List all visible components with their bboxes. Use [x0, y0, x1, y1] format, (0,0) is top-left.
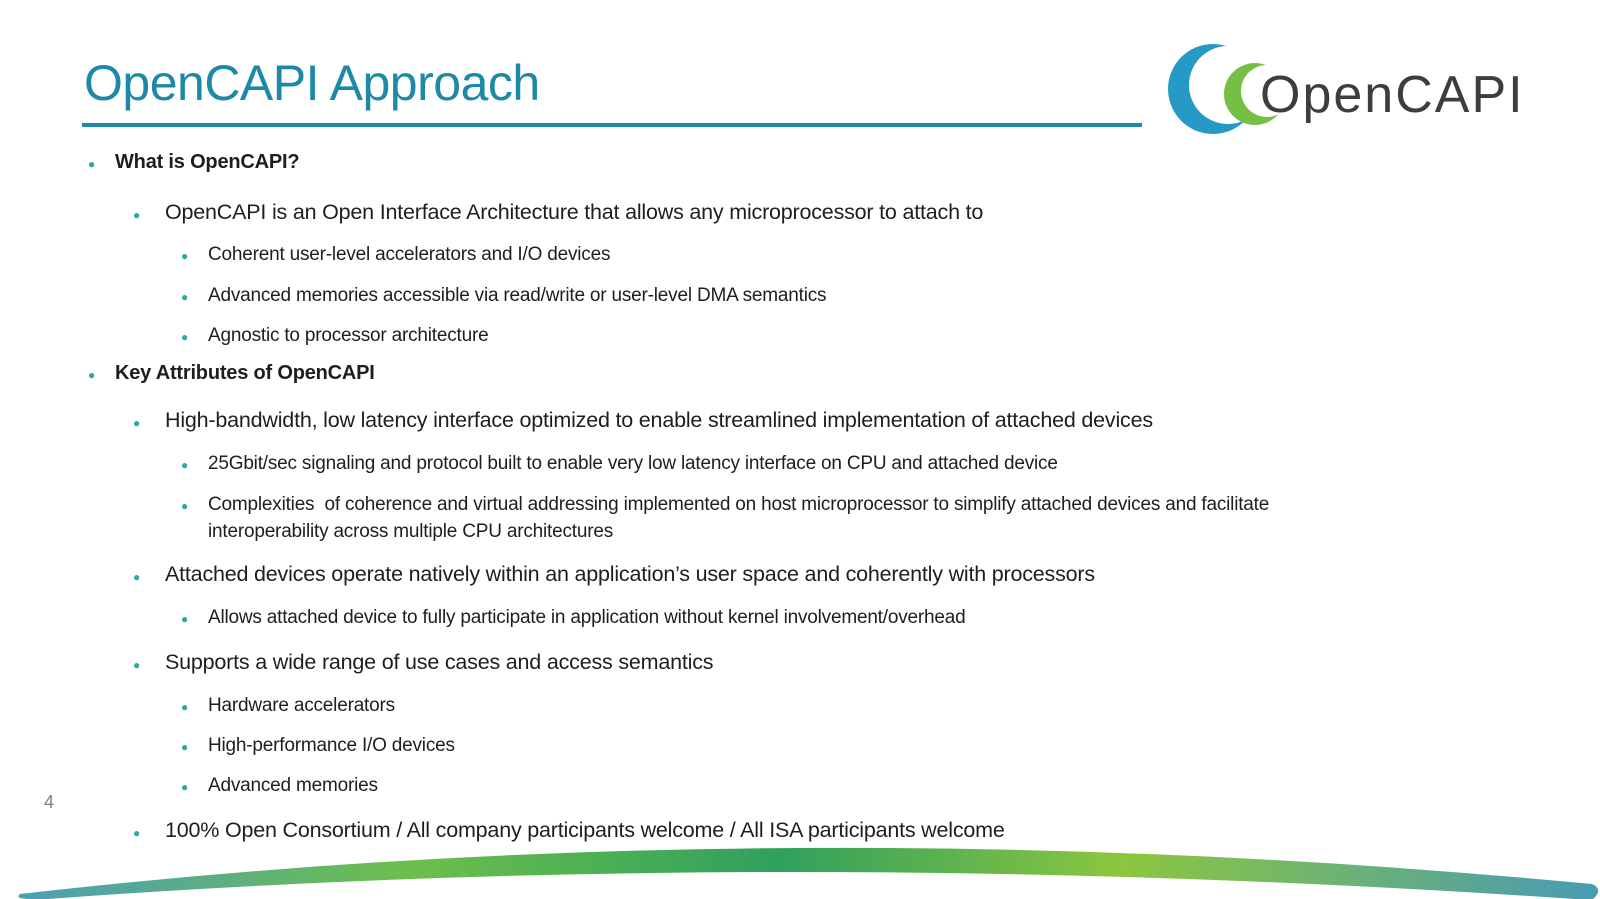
bullet-list [82, 148, 1522, 848]
list-item-text: 100% Open Consortium / All company participants welcome / All ISA participants welcome [165, 818, 1005, 842]
slide-title: OpenCAPI Approach [84, 55, 540, 111]
list-item-text: High-performance I/O devices [208, 735, 455, 756]
list-item [82, 647, 1522, 680]
list-item-text: Key Attributes of OpenCAPI [115, 362, 375, 384]
list-item-text: Coherent user-level accelerators and I/O devices [208, 244, 611, 265]
bullet-icon: ● [181, 780, 189, 794]
bullet-icon: ● [181, 458, 189, 472]
opencapi-logo [1156, 36, 1528, 144]
list-item-text: Complexities of coherence and virtual addressing implemented on host microprocessor to simplify attached devices and facilitate interoperability across multiple CPU architectures [208, 494, 1275, 542]
list-item-text: Advanced memories accessible via read/write or user-level DMA semantics [208, 285, 827, 306]
bullet-icon: ● [133, 570, 141, 584]
list-item-text: Supports a wide range of use cases and access semantics [165, 650, 714, 674]
bullet-icon: ● [133, 658, 141, 672]
list-item-text: Attached devices operate natively within an application’s user space and coherently with processors [165, 562, 1095, 586]
list-item-text: High-bandwidth, low latency interface optimized to enable streamlined implementation of attached devices [165, 408, 1153, 432]
list-item-text: Agnostic to processor architecture [208, 325, 489, 346]
list-item-text: 25Gbit/sec signaling and protocol built to enable very low latency interface on CPU and attached device [208, 453, 1058, 474]
list-item-text: Allows attached device to fully participate in application without kernel involvement/overhead [208, 607, 966, 628]
bullet-icon: ● [181, 499, 189, 513]
bullet-icon: ● [133, 826, 141, 840]
bullet-icon: ● [181, 249, 189, 263]
list-item-text: What is OpenCAPI? [115, 151, 300, 173]
bottom-swoosh [0, 829, 1600, 899]
list-item [82, 604, 1522, 633]
bullet-icon: ● [88, 368, 96, 382]
list-item-text: OpenCAPI is an Open Interface Architecture that allows any microprocessor to attach to [165, 200, 984, 224]
list-item [82, 282, 1522, 311]
bullet-icon: ● [88, 157, 96, 171]
list-item-text: Hardware accelerators [208, 695, 395, 716]
logo-text: OpenCAPI [1260, 66, 1525, 124]
list-item-text: Advanced memories [208, 775, 378, 796]
list-item [82, 450, 1522, 479]
list-item [82, 732, 1522, 761]
list-item [82, 405, 1522, 438]
bullet-icon: ● [181, 700, 189, 714]
list-item [82, 241, 1522, 270]
bullet-icon: ● [133, 208, 141, 222]
list-item [82, 491, 1522, 545]
list-item [82, 148, 1522, 178]
title-underline [82, 123, 1142, 127]
bullet-icon: ● [181, 740, 189, 754]
bullet-icon: ● [181, 290, 189, 304]
bullet-icon: ● [181, 612, 189, 626]
list-item [82, 772, 1522, 801]
bullet-icon: ● [181, 330, 189, 344]
list-item [82, 197, 1522, 230]
list-item [82, 692, 1522, 721]
swoosh-band [19, 848, 1599, 899]
page-number: 4 [44, 792, 55, 812]
bullet-icon: ● [133, 416, 141, 430]
list-item [82, 559, 1522, 592]
list-item [82, 322, 1522, 351]
list-item [82, 359, 1522, 389]
